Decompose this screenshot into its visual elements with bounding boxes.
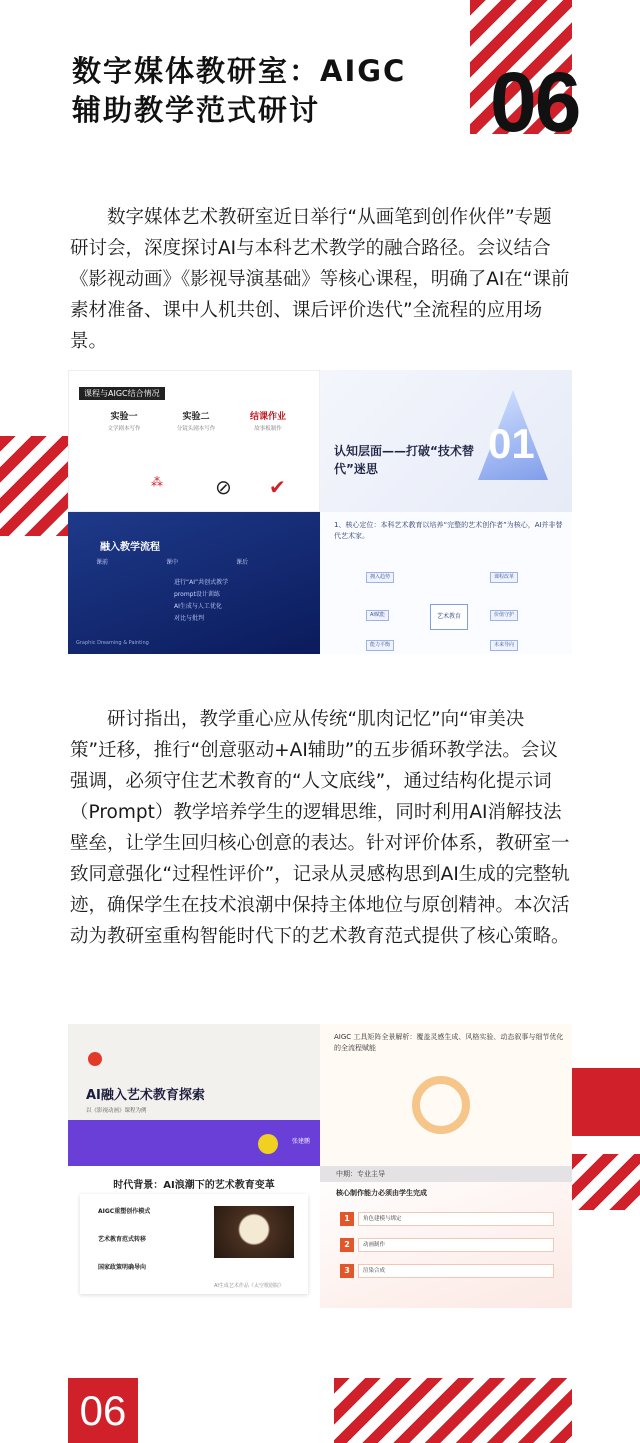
footer-number: 06	[68, 1378, 138, 1443]
left-stripes	[0, 436, 68, 536]
decor-circle	[258, 1134, 278, 1154]
slide-title: 时代背景：AI浪潮下的艺术教育变革	[113, 1180, 275, 1191]
paragraph-discussion: 研讨指出，教学重心应从传统“肌肉记忆”向“审美决策”迁移，推行“创意驱动+AI辅助”的五步循环教学法。会议强调，必须守住艺术教育的“人文底线”，通过结构化提示词（Prompt）教学培养学生的逻辑思维，同时利用AI消解技法壁垒，让学生回归核心创意的表达。针对评价体系，教研室一致同意强化“过程性评价”，记录从灵感构思到AI生成的完整轨迹，确保学生在技术浪潮中保持主体地位与原创精神。本次活动为教研室重构智能时代下的艺术教育范式提供了核心策略。	[70, 709, 570, 947]
slide-cognition	[320, 370, 572, 512]
section-number: 06	[490, 55, 580, 149]
slide-title: 核心制作能力必须由学生完成	[336, 1189, 427, 1197]
mindmap-node: 能力平衡	[366, 640, 394, 651]
page-title: 数字媒体教研室：AIGC 辅助教学范式研讨	[72, 54, 407, 127]
column-before: 课前	[96, 559, 109, 566]
check-icon: ✔	[269, 475, 286, 499]
slide-title: AI融入艺术教育探索	[86, 1088, 205, 1103]
slide-title: 1、核心定位：本科艺术教育以培养“完整的艺术创作者”为核心，AI并非替代艺术家。	[334, 521, 563, 540]
mindmap-node: 未来导向	[490, 640, 518, 651]
step-number: 2	[340, 1238, 354, 1252]
column-exp1	[93, 409, 155, 433]
column-text: 故事板制作	[254, 426, 282, 432]
slide-author: 张建鹏	[291, 1138, 310, 1145]
paragraph-intro: 数字媒体艺术教研室近日举行“从画笔到创作伙伴”专题研讨会，深度探讨AI与本科艺术教学的融合路径。会议结合《影视动画》《影视导演基础》等核心课程，明确了AI在“课前素材准备、课中人机共创、课后评价迭代”全流程的应用场景。	[70, 207, 570, 352]
slide-aigc-tools	[320, 1024, 572, 1166]
column-title: 结课作业	[249, 412, 286, 422]
column-final	[237, 409, 299, 433]
step-label: 角色建模与绑定	[358, 1212, 554, 1226]
slide-subtitle: 以《影视动画》课程为例	[86, 1108, 147, 1114]
slide-collage-2	[68, 1024, 572, 1308]
column-title: 实验一	[110, 412, 138, 422]
step-number: 1	[340, 1212, 354, 1226]
step-label: 渲染合成	[358, 1264, 554, 1278]
list-item: AIGC重塑创作模式	[98, 1208, 151, 1215]
list-item: 进行“AI”共创式教学	[174, 579, 229, 586]
content-card	[80, 1194, 308, 1294]
column-title: 实验二	[182, 412, 210, 422]
slide-collage-1	[68, 370, 572, 654]
mindmap-node: AI赋能	[366, 610, 389, 621]
slide-midterm	[320, 1166, 572, 1308]
column-text: 文学剧本写作	[107, 426, 141, 432]
list-item: AI生成与人工优化	[174, 603, 222, 610]
column-after: 课后	[236, 559, 249, 566]
step-label: 动画制作	[358, 1238, 554, 1252]
slide-mindmap	[320, 512, 572, 654]
slide-title: 认知层面——打破“技术替代”迷思	[334, 444, 474, 476]
mindmap-center: 艺术教育	[430, 604, 468, 630]
artwork-image	[214, 1206, 294, 1258]
mindmap-node: 拥入趋势	[366, 572, 394, 583]
cycle-diagram	[412, 1076, 470, 1134]
bottom-right-stripes	[334, 1378, 572, 1443]
slide-teaching-process	[68, 512, 320, 654]
list-item: 国家政策明确导向	[98, 1264, 147, 1271]
slide-footer: Graphic Dreaming & Painting	[76, 640, 149, 646]
step-number: 3	[340, 1264, 354, 1278]
dots-icon: ⁂	[151, 475, 163, 489]
list-item: 艺术教育范式转移	[98, 1236, 147, 1243]
decor-circle	[88, 1052, 102, 1066]
slide-background	[68, 1166, 320, 1308]
slide-title: AIGC 工具矩阵全景解析：覆盖灵感生成、风格实验、动态叙事与细节优化的全流程赋能	[334, 1033, 564, 1052]
image-caption: AI生成艺术作品《太空歌剧院》	[214, 1283, 284, 1289]
column-during: 课中	[166, 559, 179, 566]
column-exp2	[165, 409, 227, 433]
slide-header: 中期：专业主导	[320, 1166, 572, 1182]
slide-title: 融入教学流程	[100, 542, 160, 553]
slide-number: 01	[488, 420, 535, 467]
slide-course-aigc	[68, 370, 320, 512]
slide-header: 课程与AIGC结合情况	[79, 387, 165, 400]
slide-cover	[68, 1024, 320, 1166]
purple-band	[68, 1120, 320, 1166]
mindmap-node: 课程改革	[490, 572, 518, 583]
column-text: 分镜头剧本写作	[176, 426, 216, 432]
list-item: 对比与批判	[174, 615, 205, 622]
right-red-block	[572, 1068, 640, 1136]
right-stripes	[572, 1154, 640, 1210]
mindmap-node: 价值守护	[490, 610, 518, 621]
prohibit-icon: ⊘	[215, 475, 232, 499]
list-item: prompt设计训练	[174, 591, 220, 598]
